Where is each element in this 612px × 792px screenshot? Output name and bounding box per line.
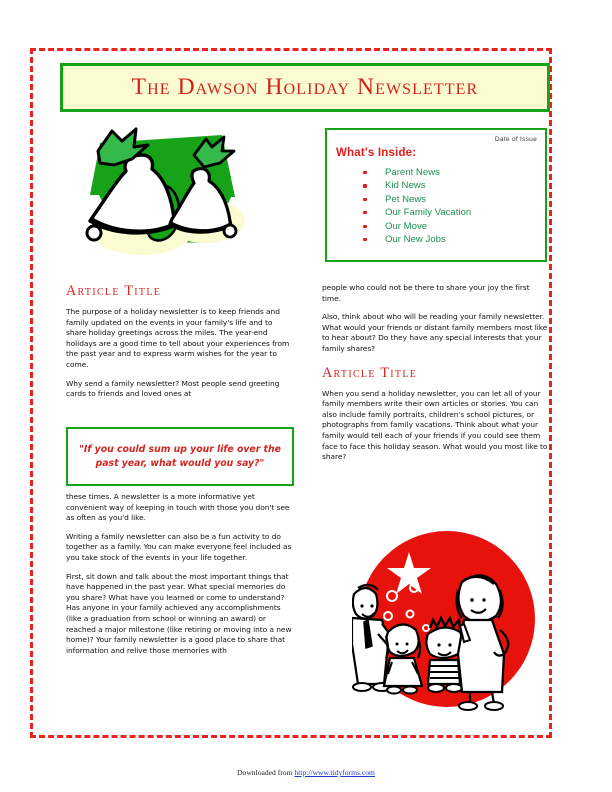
masthead-banner — [60, 63, 550, 112]
whats-inside-panel — [325, 128, 547, 262]
list-item[interactable] — [363, 233, 471, 246]
body-paragraph: When you send a holiday newsletter, you can let all of your family members write their own articles or stories. You can also include family portraits, children's school pictures, or photographs from family vacations. Think about what your family would tell each of your friends if you could see them face to face this holiday season. What would you most like to share? — [322, 388, 548, 462]
page-title: The Dawson Holiday Newsletter — [131, 74, 479, 100]
body-paragraph: The purpose of a holiday newsletter is to keep friends and family updated on the events in your family's life and to share holiday greetings across the miles. The year-end holidays are a good time to tell about your experiences from the past year and to express warm wishes for the year to come. — [66, 307, 290, 369]
date-of-issue-label: Date of Issue — [494, 136, 537, 143]
body-paragraph: these times. A newsletter is a more informative yet convenient way of keeping in touch with those you don't see as often as you'd like. — [66, 492, 290, 523]
list-item-label: Pet News — [385, 193, 427, 205]
body-paragraph: Why send a family newsletter? Most people send greeting cards to friends and loved ones at — [66, 378, 280, 399]
body-paragraph: First, sit down and talk about the most important things that have happened in the past year. What special memories do you share? What have you learned or come to understand? Has anyone in your family achieved any accomplishments (like a graduation from school or winning an award) or reached a major milestone (like retiring or moving into a new home)? Your family newsletter is a good place to share that information and relive those memories with — [66, 571, 292, 655]
bullet-icon — [363, 184, 367, 187]
list-item[interactable] — [363, 166, 471, 179]
pull-quote-panel — [66, 427, 294, 486]
list-item-label: Parent News — [385, 167, 440, 178]
bullet-icon — [363, 171, 367, 174]
footer-prefix: Downloaded from — [237, 768, 295, 777]
pull-quote-text: "If you could sum up your life over the past year, what would you say?" — [79, 443, 281, 469]
list-item-label: Our Family Vacation — [385, 207, 472, 219]
bullet-icon — [363, 198, 367, 201]
footer-url-link[interactable]: http://www.tidyforms.com — [294, 768, 375, 777]
right-article-heading: Article Title — [322, 364, 418, 381]
footer — [0, 768, 612, 777]
bullet-icon — [363, 238, 367, 241]
list-item-label: Our New Jobs — [385, 234, 446, 246]
list-item-label: Kid News — [385, 180, 426, 192]
list-item[interactable] — [363, 193, 471, 206]
body-paragraph: Writing a family newsletter can also be a fun activity to do together as a family. You can make everyone feel included as you take stock of the events in your life together. — [66, 531, 292, 562]
body-paragraph: Also, think about who will be reading your family newsletter. What would your friends or distant family members most like to hear about? Do they have any special interests that your family shares? — [322, 312, 548, 353]
list-item-label: Our Move — [385, 220, 428, 232]
right-column — [322, 283, 550, 471]
list-item[interactable] — [363, 179, 471, 192]
left-article-heading: Article Title — [66, 283, 162, 299]
left-column-upper — [66, 283, 294, 408]
bullet-icon — [363, 211, 367, 214]
whats-inside-heading: What's Inside: — [336, 147, 417, 159]
whats-inside-list — [363, 166, 471, 246]
list-item[interactable] — [363, 206, 471, 219]
body-paragraph: people who could not be there to share your joy the first time. — [322, 283, 530, 303]
left-column-lower — [66, 492, 294, 664]
holiday-bells-icon — [70, 125, 280, 270]
cartoon-family-illustration — [352, 524, 542, 714]
bullet-icon — [363, 225, 367, 228]
list-item[interactable] — [363, 220, 471, 233]
